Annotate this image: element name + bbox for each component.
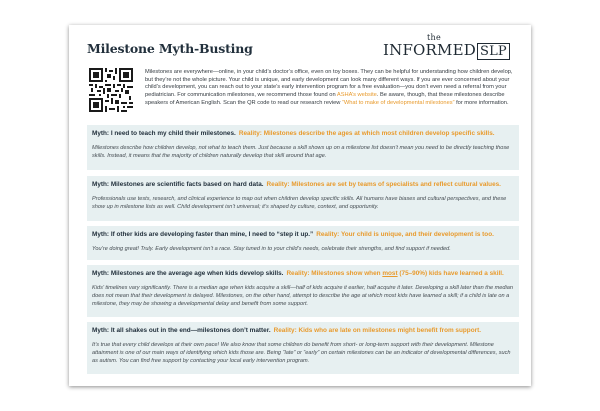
myth-line bbox=[92, 270, 504, 277]
myth-card-1 bbox=[87, 125, 519, 170]
myth-line bbox=[92, 231, 494, 238]
myth-text: Myth: I need to teach my child their milestones. bbox=[92, 130, 236, 137]
myth-text: Myth: Milestones are the average age when kids develop skills. bbox=[92, 270, 284, 277]
logo-the: the bbox=[427, 33, 442, 42]
asha-website-link[interactable]: ASHA’s website bbox=[336, 92, 377, 99]
myth-card-4 bbox=[87, 265, 519, 317]
intro-text-3: for more information. bbox=[454, 99, 509, 106]
reality-text-post: (75–90%) kids have learned a skill. bbox=[397, 270, 504, 277]
reality-text-pre: Reality: Milestones show when bbox=[286, 270, 383, 277]
myth-card-5 bbox=[87, 322, 519, 374]
myth-card-2 bbox=[87, 176, 519, 221]
myth-line bbox=[92, 181, 501, 188]
intro-paragraph bbox=[145, 69, 519, 108]
intro-text-1: Milestones are everywhere—online, in your child’s doctor’s office, even on toy boxes. They can be helpful for understanding how children develop, but they’re not the whole picture. Your child is unique, and early development can look many different ways. If you are ever concerned about your child’s development, you can reach out to your state’s early intervention program for a free evaluation—you don’t even need a referral from your pediatrician. For communication milestones, we recommend those found on bbox=[145, 69, 513, 99]
brand-logo bbox=[383, 33, 517, 63]
myth-text: Myth: It all shakes out in the end—milestones don’t matter. bbox=[92, 327, 271, 334]
reality-text-underline: most bbox=[382, 270, 398, 277]
qr-code-icon[interactable] bbox=[89, 68, 133, 112]
card-body: You’re doing great! Truly. Early development isn’t a race. Stay tuned in to your child’s needs, celebrate their strengths, and find support if needed. bbox=[92, 246, 451, 252]
reality-text: Reality: Kids who are late on milestones might benefit from support. bbox=[273, 327, 481, 334]
reality-text bbox=[286, 270, 503, 277]
myth-text: Myth: Milestones are scientific facts based on hard data. bbox=[92, 181, 264, 188]
myth-line bbox=[92, 327, 481, 334]
myth-line bbox=[92, 130, 495, 137]
card-body: Professionals use tests, research, and clinical experience to map out when children develop specific skills. All humans have biases and cultural perspectives, and these show up in milestone lists as well. Child development isn’t universal; it’s shaped by culture, context, and opportunity. bbox=[92, 196, 507, 210]
logo-main-text: INFORMED bbox=[383, 41, 476, 59]
card-body: It’s true that every child develops at their own pace! We also know that some children do benefit from short- or long-term support with their development. Milestone attainment is one of our main ways of identifying which kids those are. Being “late” or “early” on certain milestones can be an indicator of developmental differences, such as autism. You can find free support by contacting your local early intervention program. bbox=[92, 342, 511, 364]
card-body: Milestones describe how children develop, not what to teach them. Just because a skill shows up on a milestone list doesn’t mean you need to be directly teaching those skills. Instead, it means that the majority of children naturally develop that skill around that age. bbox=[92, 145, 510, 159]
reality-text: Reality: Milestones are set by teams of specialists and reflect cultural values. bbox=[266, 181, 501, 188]
intro-text-2: . Be aware, though, that these milestones describe speakers of American English. Scan the QR code to read our research review bbox=[145, 92, 505, 106]
page-title: Milestone Myth-Busting bbox=[87, 41, 253, 56]
myth-card-3 bbox=[87, 226, 519, 260]
logo-wordmark bbox=[383, 41, 510, 59]
reality-text: Reality: Milestones describe the ages at which most children develop specific skills. bbox=[238, 130, 495, 137]
logo-badge: SLP bbox=[477, 43, 510, 60]
card-body: Kids’ timelines vary significantly. There is a median age when kids acquire a skill—half of kids acquire it earlier, half acquire it later. Developing a skill later than the median does not mean that their development is delayed. Milestones, on the other hand, attempt to describe the age at which most kids have learned a skill; if a child is late on a milestone, they may be showing a developmental delay and benefit from some support. bbox=[92, 285, 513, 307]
research-review-link[interactable]: “What to make of developmental milestones” bbox=[341, 99, 455, 106]
reality-text: Reality: Your child is unique, and their development is too. bbox=[316, 231, 494, 238]
document-page bbox=[69, 25, 531, 386]
myth-text: Myth: If other kids are developing faster than mine, I need to “step it up.” bbox=[92, 231, 314, 238]
